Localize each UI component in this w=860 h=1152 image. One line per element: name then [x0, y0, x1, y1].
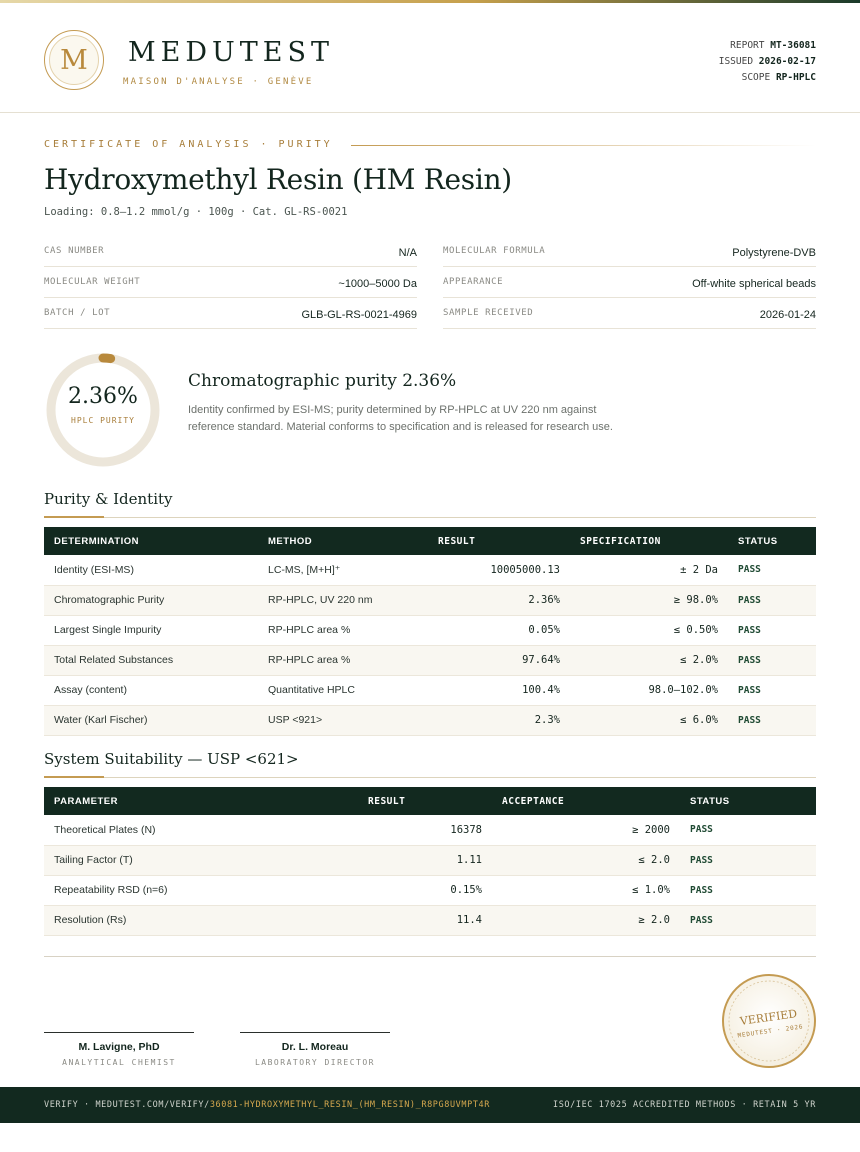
result-cell: 2.36% [428, 585, 570, 615]
section-title-suitability: System Suitability — USP <621> [44, 750, 299, 768]
footer [0, 1087, 860, 1123]
table-row [44, 675, 816, 705]
result-cell: 16378 [358, 815, 492, 845]
parameter-cell: Repeatability RSD (n=6) [44, 875, 358, 905]
property-received: SAMPLE RECEIVED 2026-01-24 [443, 298, 816, 329]
status-badge: PASS [728, 675, 816, 705]
purity-heading: Chromatographic purity 2.36% [188, 371, 457, 391]
signatory-role: LABORATORY DIRECTOR [254, 1058, 375, 1067]
column-header: PARAMETER [54, 795, 118, 807]
spec-cell: ≥ 98.0% [570, 585, 728, 615]
eyebrow-divider [351, 145, 816, 146]
status-badge: PASS [728, 645, 816, 675]
table-header-row [44, 527, 816, 555]
table-row [44, 585, 816, 615]
spec-cell: 98.0–102.0% [570, 675, 728, 705]
column-header: RESULT [438, 535, 476, 547]
column-header: STATUS [690, 795, 730, 807]
column-header: METHOD [268, 535, 313, 547]
status-badge: PASS [680, 845, 816, 875]
signatory-name: Dr. L. Moreau [281, 1041, 349, 1053]
purity-description: Identity confirmed by ESI-MS; purity determined by RP-HPLC at UV 220 nm against reference standard. Material conforms to specification and is released for research use. [188, 404, 613, 433]
brand-name: MEDUTEST [128, 37, 334, 68]
result-cell: 10005000.13 [428, 555, 570, 585]
method-cell: RP-HPLC area % [258, 615, 428, 645]
acceptance-cell: ≥ 2000 [492, 815, 680, 845]
result-cell: 2.3% [428, 705, 570, 735]
product-title: Hydroxymethyl Resin (HM Resin) [44, 163, 512, 196]
parameter-cell: Resolution (Rs) [44, 905, 358, 935]
property-cas: CAS NUMBER N/A [44, 236, 417, 267]
signature-director [240, 1032, 390, 1067]
seal-sub-text: MEDUTEST · 2026 [737, 1023, 804, 1040]
report-scope: SCOPE RP-HPLC [741, 72, 816, 83]
table-row [44, 875, 816, 905]
spec-cell: ≤ 2.0% [570, 645, 728, 675]
table-header-row [44, 787, 816, 815]
result-cell: 100.4% [428, 675, 570, 705]
suitability-table [44, 787, 816, 936]
determination-cell: Chromatographic Purity [44, 585, 258, 615]
column-header: ACCEPTANCE [502, 795, 565, 807]
purity-ring [44, 351, 162, 469]
method-cell: RP-HPLC area % [258, 645, 428, 675]
parameter-cell: Theoretical Plates (N) [44, 815, 358, 845]
determination-cell: Identity (ESI-MS) [44, 555, 258, 585]
table-row [44, 815, 816, 845]
seal-main-text: VERIFIED [739, 1007, 798, 1028]
spec-cell: ≤ 0.50% [570, 615, 728, 645]
report-meta [719, 38, 816, 86]
acceptance-cell: ≥ 2.0 [492, 905, 680, 935]
property-appearance: APPEARANCE Off-white spherical beads [443, 267, 816, 298]
property-batch: BATCH / LOT GLB-GL-RS-0021-4969 [44, 298, 417, 329]
table-row [44, 845, 816, 875]
signatory-name: M. Lavigne, PhD [78, 1041, 160, 1053]
verified-seal [721, 973, 817, 1069]
determination-cell: Assay (content) [44, 675, 258, 705]
table-row [44, 645, 816, 675]
result-cell: 0.15% [358, 875, 492, 905]
property-formula: MOLECULAR FORMULA Polystyrene-DVB [443, 236, 816, 267]
table-row [44, 905, 816, 935]
status-badge: PASS [728, 615, 816, 645]
status-badge: PASS [680, 905, 816, 935]
property-mw: MOLECULAR WEIGHT ~1000–5000 Da [44, 267, 417, 298]
table-row [44, 705, 816, 735]
spec-cell: ± 2 Da [570, 555, 728, 585]
status-badge: PASS [728, 555, 816, 585]
purity-value: 2.36% [68, 384, 138, 409]
determination-cell: Water (Karl Fischer) [44, 705, 258, 735]
purity-ring-track [51, 358, 155, 462]
logo [44, 30, 104, 90]
column-header: DETERMINATION [54, 535, 139, 547]
section-accent [44, 516, 104, 518]
column-header: STATUS [738, 535, 778, 547]
determination-cell: Largest Single Impurity [44, 615, 258, 645]
column-header: RESULT [368, 795, 406, 807]
section-rule [44, 777, 816, 778]
column-header: SPECIFICATION [580, 535, 661, 547]
section-rule [44, 517, 816, 518]
status-badge: PASS [680, 875, 816, 905]
table-row [44, 555, 816, 585]
method-cell: LC-MS, [M+H]⁺ [258, 555, 428, 585]
spec-cell: ≤ 6.0% [570, 705, 728, 735]
acceptance-cell: ≤ 1.0% [492, 875, 680, 905]
signature-chemist [44, 1032, 194, 1067]
table-row [44, 615, 816, 645]
certificate-eyebrow: CERTIFICATE OF ANALYSIS · PURITY [44, 139, 333, 150]
status-badge: PASS [728, 705, 816, 735]
method-cell: Quantitative HPLC [258, 675, 428, 705]
report-number: REPORT MT-36081 [730, 40, 816, 51]
accreditation-note: ISO/IEC 17025 ACCREDITED METHODS · RETAIN 5 YR [552, 1100, 816, 1110]
status-badge: PASS [728, 585, 816, 615]
determination-cell: Total Related Substances [44, 645, 258, 675]
result-cell: 11.4 [358, 905, 492, 935]
signature-divider [44, 956, 816, 957]
result-cell: 0.05% [428, 615, 570, 645]
brand-tagline: MAISON D'ANALYSE · GENÈVE [123, 77, 314, 87]
issued-date: ISSUED 2026-02-17 [718, 56, 816, 67]
purity-table [44, 527, 816, 736]
signatory-role: ANALYTICAL CHEMIST [62, 1058, 176, 1067]
logo-letter: M [60, 44, 88, 76]
header [0, 3, 860, 113]
section-accent [44, 776, 104, 778]
product-subtitle: Loading: 0.8–1.2 mmol/g · 100g · Cat. GL-RS-0021 [44, 206, 348, 218]
purity-label: HPLC PURITY [71, 416, 135, 425]
result-cell: 97.64% [428, 645, 570, 675]
status-badge: PASS [680, 815, 816, 845]
result-cell: 1.11 [358, 845, 492, 875]
section-title-purity: Purity & Identity [44, 490, 173, 508]
method-cell: USP <921> [258, 705, 428, 735]
method-cell: RP-HPLC, UV 220 nm [258, 585, 428, 615]
acceptance-cell: ≤ 2.0 [492, 845, 680, 875]
verify-code: 36081-HYDROXYMETHYL_RESIN_(HM_RESIN)_R8PG8UVMPT4R [209, 1100, 490, 1110]
verify-link[interactable]: VERIFY · MEDUTEST.COM/VERIFY/36081-HYDROXYMETHYL_RESIN_(HM_RESIN)_R8PG8UVMPT4R [44, 1100, 490, 1110]
parameter-cell: Tailing Factor (T) [44, 845, 358, 875]
